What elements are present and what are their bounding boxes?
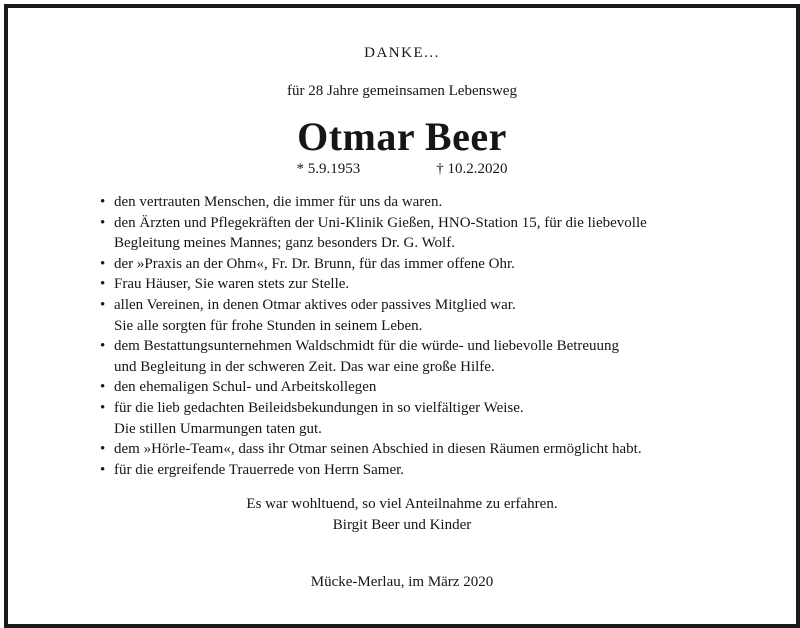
place-date: Mücke-Merlau, im März 2020 <box>310 574 494 590</box>
heading: DANKE... <box>364 45 440 61</box>
list-item-text: dem »Hörle-Team«, dass ihr Otmar seinen Abschied in diesen Räumen ermöglicht habt. <box>114 441 642 458</box>
bullet-icon: • <box>100 441 106 458</box>
list-item-text: und Begleitung in der schweren Zeit. Das war eine große Hilfe. <box>114 358 495 375</box>
list-item <box>100 274 740 295</box>
list-item <box>100 398 740 419</box>
list-item-continuation <box>100 357 740 378</box>
bullet-icon: • <box>100 461 106 478</box>
subtitle: für 28 Jahre gemeinsamen Lebensweg <box>287 83 517 99</box>
birth-date: * 5.9.1953 <box>296 161 361 177</box>
list-item-text: dem Bestattungsunternehmen Waldschmidt für die würde- und liebevolle Betreuung <box>114 338 620 355</box>
list-item <box>100 439 740 460</box>
list-item-text: Begleitung meines Mannes; ganz besonders Dr. G. Wolf. <box>114 235 455 252</box>
list-item-text: für die lieb gedachten Beileidsbekundungen in so vielfältiger Weise. <box>114 399 524 416</box>
life-dates <box>8 161 796 178</box>
list-item-text: allen Vereinen, in denen Otmar aktives oder passives Mitglied war. <box>114 296 516 313</box>
list-item-text: der »Praxis an der Ohm«, Fr. Dr. Brunn, für das immer offene Ohr. <box>114 255 515 272</box>
list-item <box>100 192 740 213</box>
list-item <box>100 213 740 234</box>
bullet-icon: • <box>100 194 106 210</box>
list-item-continuation <box>100 419 740 440</box>
list-item-text: für die ergreifende Trauerrede von Herrn Samer. <box>114 461 405 478</box>
ad-frame <box>4 4 800 628</box>
list-item-text: den ehemaligen Schul- und Arbeitskollegen <box>114 379 377 396</box>
bullet-icon: • <box>100 255 106 272</box>
thanks-list <box>100 192 740 480</box>
list-item <box>100 460 740 481</box>
list-item-text: Frau Häuser, Sie waren stets zur Stelle. <box>114 276 350 293</box>
bullet-icon: • <box>100 214 106 231</box>
bullet-icon: • <box>100 296 106 313</box>
bullet-icon: • <box>100 338 106 355</box>
list-item <box>100 336 740 357</box>
signature: Birgit Beer und Kinder <box>332 517 472 533</box>
list-item-text: den Ärzten und Pflegekräften der Uni-Klinik Gießen, HNO-Station 15, für die liebevolle <box>114 214 647 231</box>
list-item <box>100 295 740 316</box>
list-item-text: Sie alle sorgten für frohe Stunden in seinem Leben. <box>114 317 423 334</box>
bullet-icon: • <box>100 379 106 396</box>
list-item <box>100 377 740 398</box>
deceased-name: Otmar Beer <box>297 114 507 159</box>
bullet-icon: • <box>100 276 106 293</box>
list-item-text: Die stillen Umarmungen taten gut. <box>114 420 322 437</box>
closing-line: Es war wohltuend, so viel Anteilnahme zu erfahren. <box>246 496 558 512</box>
list-item-continuation <box>100 233 740 254</box>
list-item <box>100 254 740 275</box>
list-item-text: den vertrauten Menschen, die immer für uns da waren. <box>114 194 443 210</box>
list-item-continuation <box>100 316 740 337</box>
death-date: † 10.2.2020 <box>436 161 508 177</box>
bullet-icon: • <box>100 399 106 416</box>
